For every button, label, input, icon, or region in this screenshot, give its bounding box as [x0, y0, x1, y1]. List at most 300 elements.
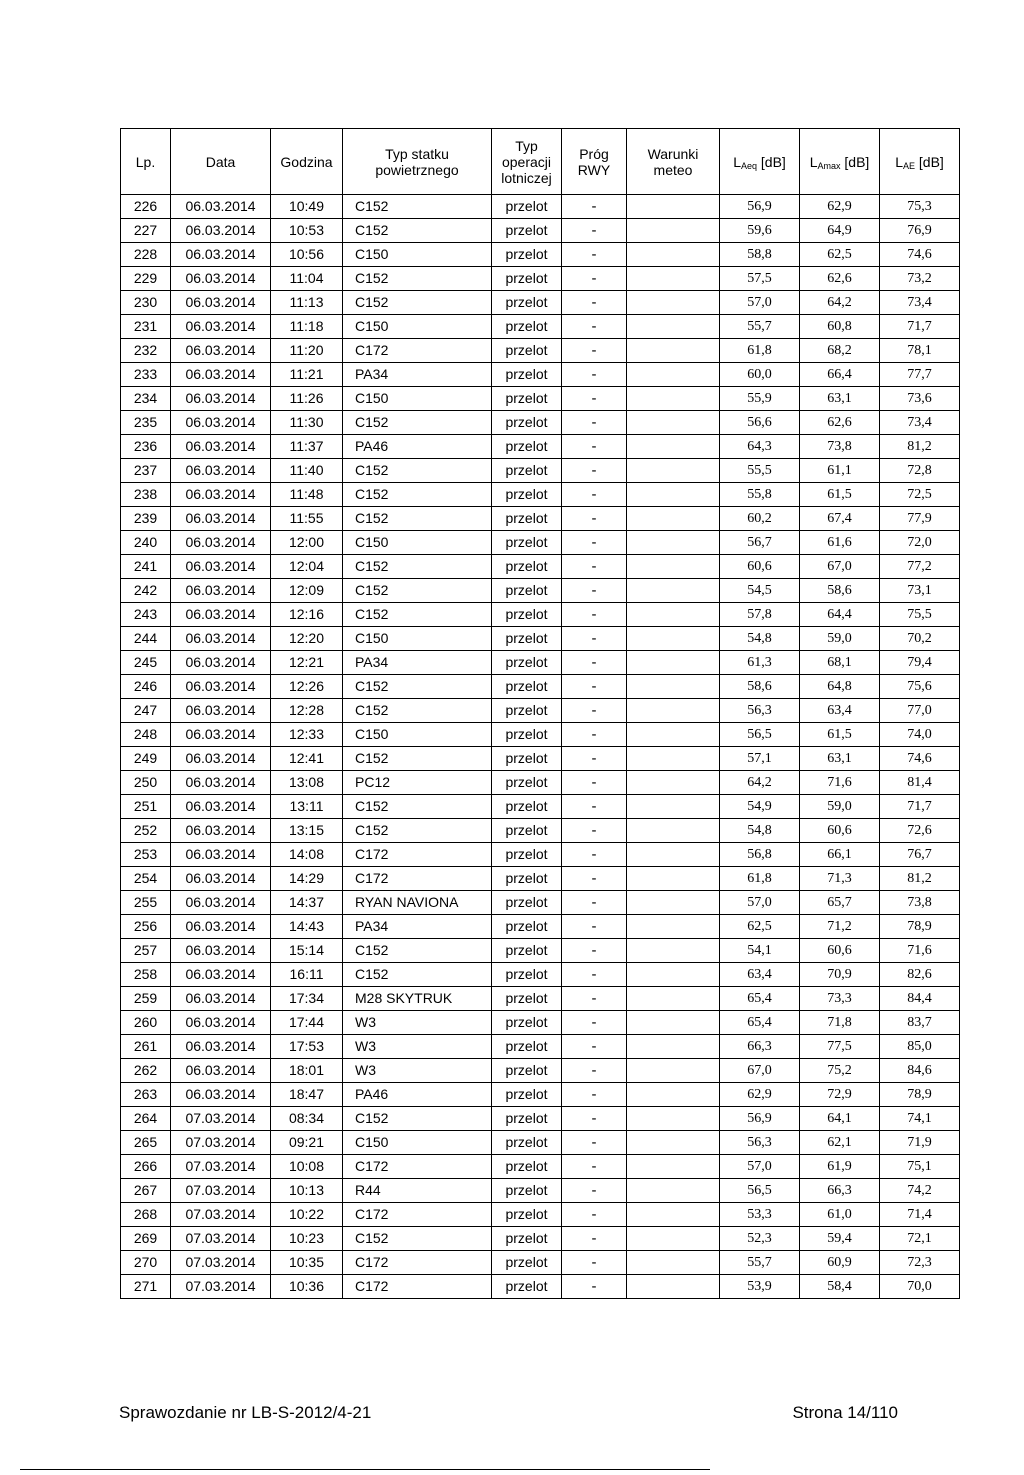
cell-runway-threshold: -: [562, 483, 627, 507]
table-row: [121, 963, 960, 987]
cell-date: 06.03.2014: [171, 555, 271, 579]
cell-date: 06.03.2014: [171, 843, 271, 867]
cell-weather: [627, 1179, 720, 1203]
cell-laeq: 56,7: [720, 531, 800, 555]
cell-aircraft-type: C172: [343, 1275, 492, 1299]
cell-time: 10:22: [271, 1203, 343, 1227]
cell-weather: [627, 339, 720, 363]
cell-lp: 263: [121, 1083, 171, 1107]
cell-date: 07.03.2014: [171, 1203, 271, 1227]
table-row: [121, 651, 960, 675]
cell-lae: 70,0: [880, 1275, 960, 1299]
cell-aircraft-type: W3: [343, 1059, 492, 1083]
cell-laeq: 53,9: [720, 1275, 800, 1299]
cell-operation-type: przelot: [492, 1011, 562, 1035]
cell-runway-threshold: -: [562, 1083, 627, 1107]
cell-lamax: 60,6: [800, 939, 880, 963]
table-row: [121, 771, 960, 795]
cell-date: 06.03.2014: [171, 363, 271, 387]
table-header: [121, 129, 960, 195]
cell-aircraft-type: R44: [343, 1179, 492, 1203]
cell-laeq: 63,4: [720, 963, 800, 987]
cell-date: 06.03.2014: [171, 1035, 271, 1059]
cell-weather: [627, 987, 720, 1011]
cell-weather: [627, 387, 720, 411]
cell-operation-type: przelot: [492, 291, 562, 315]
cell-lp: 226: [121, 195, 171, 219]
cell-weather: [627, 843, 720, 867]
cell-weather: [627, 507, 720, 531]
cell-date: 06.03.2014: [171, 891, 271, 915]
cell-aircraft-type: PA46: [343, 1083, 492, 1107]
cell-operation-type: przelot: [492, 555, 562, 579]
cell-lamax: 64,2: [800, 291, 880, 315]
cell-laeq: 56,8: [720, 843, 800, 867]
cell-operation-type: przelot: [492, 915, 562, 939]
header-weather: Warunki meteo: [627, 129, 720, 195]
cell-time: 12:20: [271, 627, 343, 651]
cell-aircraft-type: C152: [343, 267, 492, 291]
cell-operation-type: przelot: [492, 435, 562, 459]
cell-operation-type: przelot: [492, 1227, 562, 1251]
cell-lae: 83,7: [880, 1011, 960, 1035]
cell-operation-type: przelot: [492, 531, 562, 555]
cell-laeq: 60,2: [720, 507, 800, 531]
cell-aircraft-type: W3: [343, 1011, 492, 1035]
cell-time: 11:20: [271, 339, 343, 363]
cell-lamax: 60,9: [800, 1251, 880, 1275]
cell-date: 06.03.2014: [171, 723, 271, 747]
cell-time: 17:53: [271, 1035, 343, 1059]
cell-runway-threshold: -: [562, 771, 627, 795]
cell-operation-type: przelot: [492, 1251, 562, 1275]
cell-aircraft-type: C150: [343, 723, 492, 747]
cell-runway-threshold: -: [562, 939, 627, 963]
cell-runway-threshold: -: [562, 291, 627, 315]
cell-lp: 243: [121, 603, 171, 627]
cell-aircraft-type: C152: [343, 963, 492, 987]
cell-time: 14:29: [271, 867, 343, 891]
cell-operation-type: przelot: [492, 195, 562, 219]
cell-operation-type: przelot: [492, 939, 562, 963]
cell-weather: [627, 723, 720, 747]
cell-date: 06.03.2014: [171, 699, 271, 723]
cell-lamax: 67,4: [800, 507, 880, 531]
cell-lamax: 59,0: [800, 795, 880, 819]
cell-laeq: 62,9: [720, 1083, 800, 1107]
cell-runway-threshold: -: [562, 195, 627, 219]
cell-time: 18:47: [271, 1083, 343, 1107]
table-row: [121, 699, 960, 723]
cell-date: 06.03.2014: [171, 1011, 271, 1035]
cell-laeq: 56,6: [720, 411, 800, 435]
cell-aircraft-type: PA34: [343, 363, 492, 387]
cell-lamax: 68,1: [800, 651, 880, 675]
cell-lamax: 73,3: [800, 987, 880, 1011]
table-row: [121, 1011, 960, 1035]
cell-lp: 248: [121, 723, 171, 747]
cell-laeq: 56,5: [720, 1179, 800, 1203]
cell-lae: 72,0: [880, 531, 960, 555]
table-row: [121, 1203, 960, 1227]
cell-lamax: 71,8: [800, 1011, 880, 1035]
cell-runway-threshold: -: [562, 603, 627, 627]
cell-time: 12:28: [271, 699, 343, 723]
cell-operation-type: przelot: [492, 1059, 562, 1083]
cell-aircraft-type: C172: [343, 1155, 492, 1179]
cell-laeq: 54,5: [720, 579, 800, 603]
cell-runway-threshold: -: [562, 459, 627, 483]
cell-aircraft-type: C152: [343, 219, 492, 243]
cell-weather: [627, 891, 720, 915]
cell-date: 06.03.2014: [171, 747, 271, 771]
cell-runway-threshold: -: [562, 387, 627, 411]
cell-time: 17:44: [271, 1011, 343, 1035]
cell-runway-threshold: -: [562, 819, 627, 843]
table-row: [121, 1275, 960, 1299]
cell-operation-type: przelot: [492, 963, 562, 987]
table-row: [121, 243, 960, 267]
cell-lp: 249: [121, 747, 171, 771]
cell-lamax: 71,6: [800, 771, 880, 795]
table-row: [121, 819, 960, 843]
cell-date: 06.03.2014: [171, 1059, 271, 1083]
cell-aircraft-type: C152: [343, 507, 492, 531]
cell-time: 18:01: [271, 1059, 343, 1083]
cell-time: 12:41: [271, 747, 343, 771]
cell-operation-type: przelot: [492, 603, 562, 627]
cell-date: 06.03.2014: [171, 819, 271, 843]
cell-date: 06.03.2014: [171, 627, 271, 651]
cell-operation-type: przelot: [492, 1179, 562, 1203]
cell-lp: 245: [121, 651, 171, 675]
cell-time: 12:21: [271, 651, 343, 675]
noise-measurement-table: [120, 128, 960, 1299]
cell-lae: 71,7: [880, 795, 960, 819]
cell-lae: 73,4: [880, 291, 960, 315]
cell-date: 06.03.2014: [171, 963, 271, 987]
cell-runway-threshold: -: [562, 339, 627, 363]
cell-aircraft-type: C150: [343, 627, 492, 651]
cell-runway-threshold: -: [562, 1227, 627, 1251]
cell-lamax: 66,4: [800, 363, 880, 387]
cell-lae: 77,2: [880, 555, 960, 579]
cell-weather: [627, 435, 720, 459]
cell-runway-threshold: -: [562, 963, 627, 987]
cell-operation-type: przelot: [492, 651, 562, 675]
cell-lp: 253: [121, 843, 171, 867]
cell-aircraft-type: C152: [343, 579, 492, 603]
cell-runway-threshold: -: [562, 651, 627, 675]
cell-weather: [627, 579, 720, 603]
cell-lae: 77,7: [880, 363, 960, 387]
cell-lae: 72,8: [880, 459, 960, 483]
cell-runway-threshold: -: [562, 795, 627, 819]
cell-weather: [627, 1035, 720, 1059]
table-row: [121, 531, 960, 555]
cell-laeq: 56,3: [720, 1131, 800, 1155]
table-row: [121, 363, 960, 387]
cell-lamax: 62,5: [800, 243, 880, 267]
table-row: [121, 603, 960, 627]
table-row: [121, 795, 960, 819]
cell-runway-threshold: -: [562, 867, 627, 891]
cell-weather: [627, 1275, 720, 1299]
cell-laeq: 56,3: [720, 699, 800, 723]
cell-laeq: 57,5: [720, 267, 800, 291]
cell-aircraft-type: C152: [343, 819, 492, 843]
cell-lae: 74,2: [880, 1179, 960, 1203]
cell-weather: [627, 1059, 720, 1083]
cell-runway-threshold: -: [562, 1131, 627, 1155]
cell-weather: [627, 1251, 720, 1275]
cell-lamax: 58,4: [800, 1275, 880, 1299]
cell-lae: 73,4: [880, 411, 960, 435]
cell-date: 06.03.2014: [171, 771, 271, 795]
cell-runway-threshold: -: [562, 627, 627, 651]
cell-operation-type: przelot: [492, 315, 562, 339]
cell-lamax: 58,6: [800, 579, 880, 603]
cell-operation-type: przelot: [492, 1155, 562, 1179]
cell-weather: [627, 483, 720, 507]
cell-date: 06.03.2014: [171, 459, 271, 483]
cell-lamax: 66,3: [800, 1179, 880, 1203]
cell-lae: 84,6: [880, 1059, 960, 1083]
cell-runway-threshold: -: [562, 1107, 627, 1131]
cell-date: 06.03.2014: [171, 795, 271, 819]
cell-lae: 72,1: [880, 1227, 960, 1251]
cell-lae: 73,6: [880, 387, 960, 411]
cell-lae: 74,1: [880, 1107, 960, 1131]
cell-laeq: 53,3: [720, 1203, 800, 1227]
cell-weather: [627, 819, 720, 843]
cell-lae: 73,8: [880, 891, 960, 915]
cell-time: 11:13: [271, 291, 343, 315]
cell-laeq: 62,5: [720, 915, 800, 939]
cell-lp: 236: [121, 435, 171, 459]
cell-operation-type: przelot: [492, 339, 562, 363]
cell-lamax: 62,6: [800, 267, 880, 291]
cell-date: 06.03.2014: [171, 387, 271, 411]
cell-operation-type: przelot: [492, 411, 562, 435]
cell-lamax: 62,9: [800, 195, 880, 219]
cell-lamax: 61,1: [800, 459, 880, 483]
cell-aircraft-type: C150: [343, 387, 492, 411]
cell-date: 06.03.2014: [171, 219, 271, 243]
header-laeq: $L_{Aeq}$ [dB]: [720, 129, 800, 195]
cell-weather: [627, 411, 720, 435]
cell-date: 06.03.2014: [171, 483, 271, 507]
table-row: [121, 1131, 960, 1155]
cell-laeq: 60,6: [720, 555, 800, 579]
cell-lamax: 71,3: [800, 867, 880, 891]
cell-aircraft-type: C152: [343, 939, 492, 963]
table-row: [121, 843, 960, 867]
cell-lamax: 77,5: [800, 1035, 880, 1059]
table-row: [121, 507, 960, 531]
cell-lamax: 63,4: [800, 699, 880, 723]
cell-lae: 81,2: [880, 435, 960, 459]
cell-time: 11:21: [271, 363, 343, 387]
cell-lamax: 63,1: [800, 387, 880, 411]
table-row: [121, 867, 960, 891]
cell-aircraft-type: C172: [343, 1251, 492, 1275]
table-row: [121, 747, 960, 771]
cell-aircraft-type: PC12: [343, 771, 492, 795]
cell-runway-threshold: -: [562, 1179, 627, 1203]
cell-aircraft-type: C152: [343, 411, 492, 435]
cell-laeq: 55,5: [720, 459, 800, 483]
cell-weather: [627, 675, 720, 699]
cell-runway-threshold: -: [562, 1011, 627, 1035]
cell-aircraft-type: PA34: [343, 651, 492, 675]
cell-weather: [627, 1155, 720, 1179]
cell-laeq: 57,0: [720, 291, 800, 315]
cell-laeq: 66,3: [720, 1035, 800, 1059]
cell-lp: 242: [121, 579, 171, 603]
cell-lae: 78,1: [880, 339, 960, 363]
cell-time: 11:55: [271, 507, 343, 531]
cell-lae: 76,7: [880, 843, 960, 867]
cell-date: 06.03.2014: [171, 675, 271, 699]
cell-laeq: 64,2: [720, 771, 800, 795]
cell-date: 06.03.2014: [171, 1083, 271, 1107]
cell-lp: 268: [121, 1203, 171, 1227]
cell-time: 12:09: [271, 579, 343, 603]
cell-time: 11:30: [271, 411, 343, 435]
cell-laeq: 55,7: [720, 1251, 800, 1275]
cell-lamax: 61,5: [800, 483, 880, 507]
cell-lp: 240: [121, 531, 171, 555]
cell-time: 13:08: [271, 771, 343, 795]
cell-lp: 256: [121, 915, 171, 939]
cell-lp: 259: [121, 987, 171, 1011]
cell-lp: 237: [121, 459, 171, 483]
cell-operation-type: przelot: [492, 1131, 562, 1155]
cell-date: 07.03.2014: [171, 1155, 271, 1179]
cell-date: 06.03.2014: [171, 987, 271, 1011]
cell-date: 07.03.2014: [171, 1227, 271, 1251]
cell-runway-threshold: -: [562, 1275, 627, 1299]
cell-lamax: 65,7: [800, 891, 880, 915]
cell-lamax: 61,9: [800, 1155, 880, 1179]
cell-lamax: 61,0: [800, 1203, 880, 1227]
cell-laeq: 55,7: [720, 315, 800, 339]
cell-lae: 78,9: [880, 1083, 960, 1107]
cell-time: 10:13: [271, 1179, 343, 1203]
cell-date: 07.03.2014: [171, 1131, 271, 1155]
cell-lp: 271: [121, 1275, 171, 1299]
cell-date: 07.03.2014: [171, 1179, 271, 1203]
cell-laeq: 54,9: [720, 795, 800, 819]
cell-runway-threshold: -: [562, 267, 627, 291]
cell-operation-type: przelot: [492, 1203, 562, 1227]
cell-lamax: 60,6: [800, 819, 880, 843]
cell-lp: 246: [121, 675, 171, 699]
cell-operation-type: przelot: [492, 363, 562, 387]
cell-date: 06.03.2014: [171, 411, 271, 435]
cell-operation-type: przelot: [492, 507, 562, 531]
cell-aircraft-type: C152: [343, 291, 492, 315]
cell-time: 16:11: [271, 963, 343, 987]
cell-weather: [627, 555, 720, 579]
cell-weather: [627, 219, 720, 243]
cell-lamax: 68,2: [800, 339, 880, 363]
cell-weather: [627, 459, 720, 483]
cell-weather: [627, 747, 720, 771]
cell-date: 06.03.2014: [171, 315, 271, 339]
cell-date: 06.03.2014: [171, 195, 271, 219]
cell-laeq: 54,8: [720, 627, 800, 651]
cell-lamax: 70,9: [800, 963, 880, 987]
cell-operation-type: przelot: [492, 579, 562, 603]
cell-time: 10:53: [271, 219, 343, 243]
cell-aircraft-type: C150: [343, 1131, 492, 1155]
table-row: [121, 1059, 960, 1083]
cell-runway-threshold: -: [562, 579, 627, 603]
table-row: [121, 435, 960, 459]
cell-lp: 235: [121, 411, 171, 435]
cell-lamax: 64,4: [800, 603, 880, 627]
cell-time: 12:33: [271, 723, 343, 747]
cell-operation-type: przelot: [492, 483, 562, 507]
cell-operation-type: przelot: [492, 867, 562, 891]
cell-lp: 258: [121, 963, 171, 987]
cell-runway-threshold: -: [562, 507, 627, 531]
cell-laeq: 67,0: [720, 1059, 800, 1083]
cell-lp: 251: [121, 795, 171, 819]
cell-aircraft-type: C172: [343, 867, 492, 891]
cell-time: 08:34: [271, 1107, 343, 1131]
table-row: [121, 675, 960, 699]
table-row: [121, 987, 960, 1011]
cell-aircraft-type: C152: [343, 699, 492, 723]
cell-date: 06.03.2014: [171, 579, 271, 603]
cell-lamax: 61,5: [800, 723, 880, 747]
cell-lamax: 64,1: [800, 1107, 880, 1131]
cell-laeq: 61,8: [720, 339, 800, 363]
cell-laeq: 59,6: [720, 219, 800, 243]
cell-runway-threshold: -: [562, 411, 627, 435]
cell-time: 12:04: [271, 555, 343, 579]
cell-operation-type: przelot: [492, 771, 562, 795]
cell-laeq: 55,8: [720, 483, 800, 507]
cell-laeq: 58,8: [720, 243, 800, 267]
cell-weather: [627, 315, 720, 339]
cell-aircraft-type: M28 SKYTRUK: [343, 987, 492, 1011]
header-aircraft-type: Typ statku powietrznego: [343, 129, 492, 195]
cell-runway-threshold: -: [562, 1155, 627, 1179]
cell-weather: [627, 795, 720, 819]
cell-weather: [627, 531, 720, 555]
cell-date: 06.03.2014: [171, 603, 271, 627]
cell-laeq: 56,9: [720, 195, 800, 219]
cell-lamax: 62,6: [800, 411, 880, 435]
cell-runway-threshold: -: [562, 723, 627, 747]
cell-time: 11:04: [271, 267, 343, 291]
cell-lp: 252: [121, 819, 171, 843]
cell-lp: 267: [121, 1179, 171, 1203]
cell-runway-threshold: -: [562, 219, 627, 243]
header-runway-threshold: Próg RWY: [562, 129, 627, 195]
cell-operation-type: przelot: [492, 891, 562, 915]
cell-operation-type: przelot: [492, 819, 562, 843]
cell-laeq: 60,0: [720, 363, 800, 387]
cell-lae: 73,2: [880, 267, 960, 291]
cell-time: 10:49: [271, 195, 343, 219]
cell-weather: [627, 627, 720, 651]
cell-lp: 266: [121, 1155, 171, 1179]
